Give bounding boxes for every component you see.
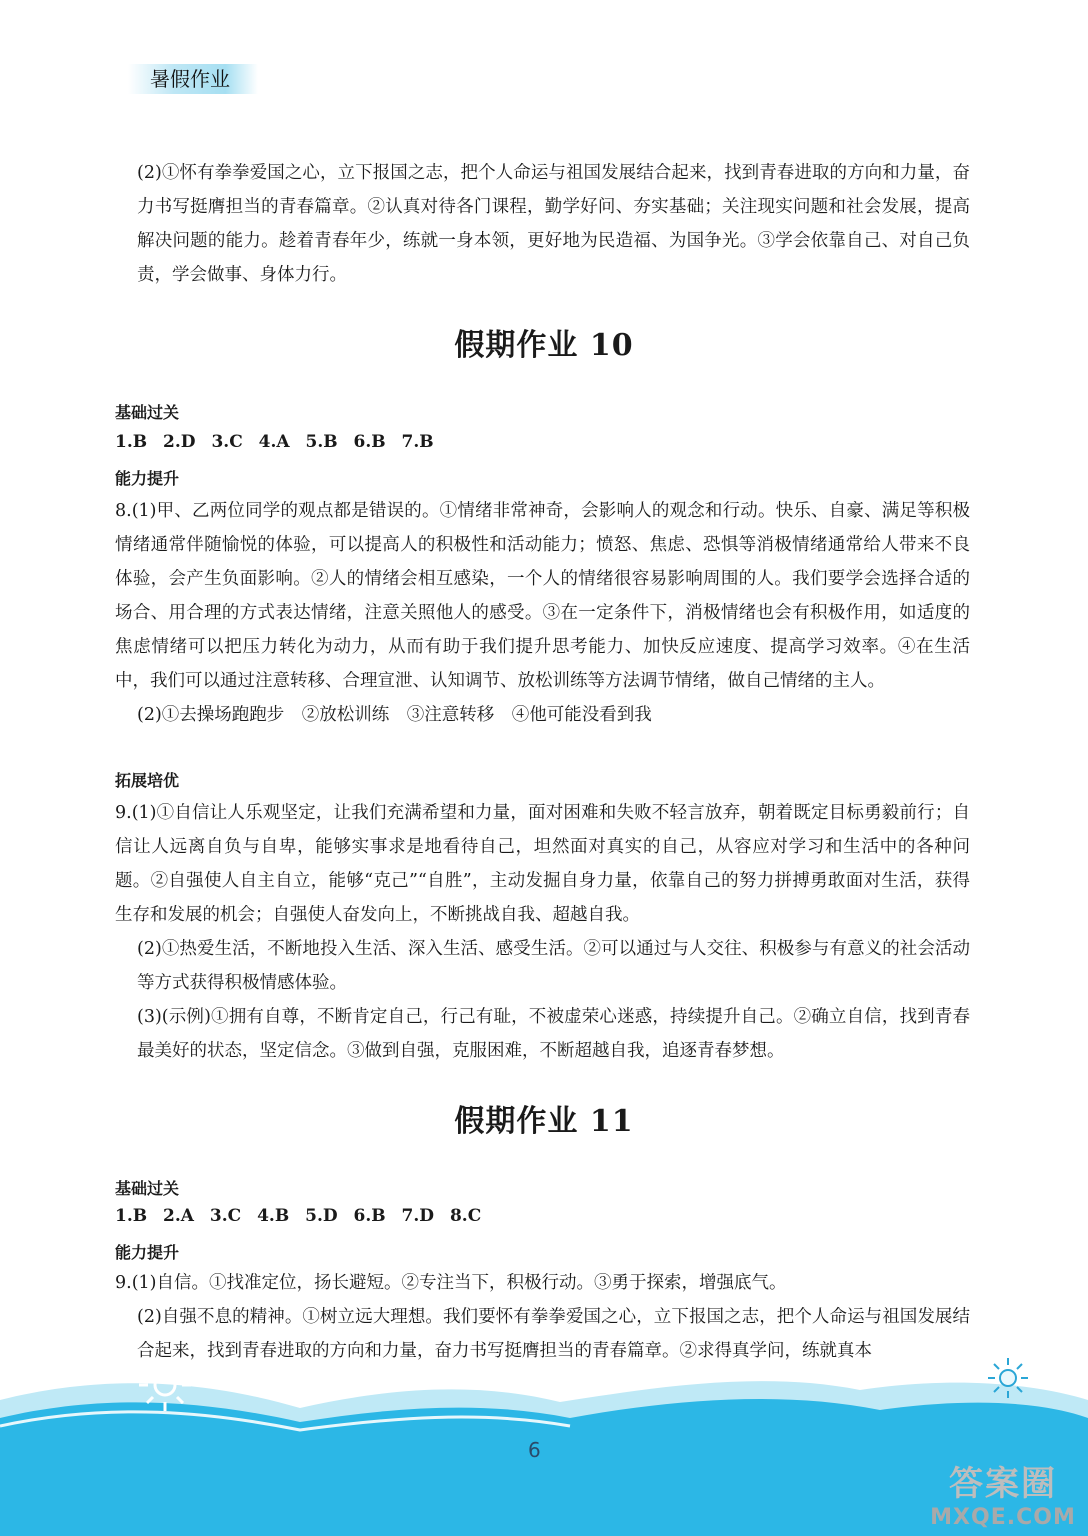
small-sun-icon (988, 1358, 1028, 1398)
answer-paragraph: 9.(1)①自信让人乐观坚定，让我们充满希望和力量，面对困难和失败不轻言放弃，朝着既定目标勇毅前行；自信让人远离自负与自卑，能够实事求是地看待自己，坦然面对真实的自己，从容应对学习和生活中的各种问题。②自强使人自主自立，能够“克己”“自胜”，主动发掘自身力量，依靠自己的努力拼搏勇敢面对生活，获得生存和发展的机会；自强使人奋发向上，不断挑战自我、超越自我。 (115, 803, 970, 925)
watermark-url: MXQE.COM (930, 1505, 1076, 1530)
answer-paragraph: (3)(示例)①拥有自尊，不断肯定自己，行己有耻，不被虚荣心迷惑，持续提升自己。②确立自信，找到青春最美好的状态，坚定信念。③做到自强，克服困难，不断超越自我，追逐青春梦想。 (137, 1007, 970, 1061)
answer-paragraph: (2)①怀有拳拳爱国之心，立下报国之志，把个人命运与祖国发展结合起来，找到青春进取的方向和力量，奋力书写挺膺担当的青春篇章。②认真对待各门课程，勤学好问、夯实基础；关注现实问题和社会发展，提高解决问题的能力。趁着青春年少，练就一身本领，更好地为民造福、为国争光。③学会依靠自己、对自己负责，学会做事、身体力行。 (137, 163, 970, 285)
answer-paragraph: 9.(1)自信。①找准定位，扬长避短。②专注当下，积极行动。③勇于探索，增强底气。 (115, 1273, 787, 1293)
watermark-brand: 答案圈 (949, 1464, 1057, 1504)
section-title-11: 假期作业 11 (454, 1104, 634, 1139)
basic-answers: 1.B 2.A 3.C 4.B 5.D 6.B 7.D 8.C (115, 1206, 482, 1226)
answer-paragraph: (2)①热爱生活，不断地投入生活、深入生活、感受生活。②可以通过与人交往、积极参与有意义的社会活动等方式获得积极情感体验。 (137, 939, 970, 993)
basic-answers: 1.B 2.D 3.C 4.A 5.B 6.B 7.B (115, 432, 434, 452)
basic-label: 基础过关 (115, 1179, 180, 1198)
answer-paragraph: (2)①去操场跑跑步 ②放松训练 ③注意转移 ④他可能没看到我 (137, 705, 652, 725)
page-number: 6 (528, 1438, 541, 1462)
basic-label: 基础过关 (115, 403, 180, 422)
footer-wave (0, 1330, 1088, 1536)
ability-label: 能力提升 (115, 1243, 180, 1262)
watermark (928, 1456, 1078, 1530)
answer-paragraph: 8.(1)甲、乙两位同学的观点都是错误的。①情绪非常神奇，会影响人的观念和行动。快乐、自豪、满足等积极情绪通常伴随愉悦的体验，可以提高人的积极性和活动能力；愤怒、焦虑、恐惧等消极情绪通常给人带来不良体验，会产生负面影响。②人的情绪会相互感染，一个人的情绪很容易影响周围的人。我们要学会选择合适的场合、用合理的方式表达情绪，注意关照他人的感受。③在一定条件下，消极情绪也会有积极作用，如适度的焦虑情绪可以把压力转化为动力，从而有助于我们提升思考能力、加快反应速度、提高学习效率。④在生活中，我们可以通过注意转移、合理宣泄、认知调节、放松训练等方法调节情绪，做自己情绪的主人。 (115, 501, 970, 691)
extend-answers (115, 796, 970, 1068)
header-label: 暑假作业 (128, 64, 258, 94)
section-title-10: 假期作业 10 (454, 328, 634, 363)
answer-paragraph: (2)自强不息的精神。①树立远大理想。我们要怀有拳拳爱国之心，立下报国之志，把个人命运与祖国发展结合起来，找到青春进取的方向和力量，奋力书写挺膺担当的青春篇章。②求得真学问，练就真本 (137, 1307, 970, 1361)
wave-main (0, 1399, 1088, 1536)
extend-label: 拓展培优 (115, 771, 180, 790)
ability-label: 能力提升 (115, 469, 180, 488)
intro-answer (115, 156, 970, 292)
ability-answers (115, 494, 970, 732)
